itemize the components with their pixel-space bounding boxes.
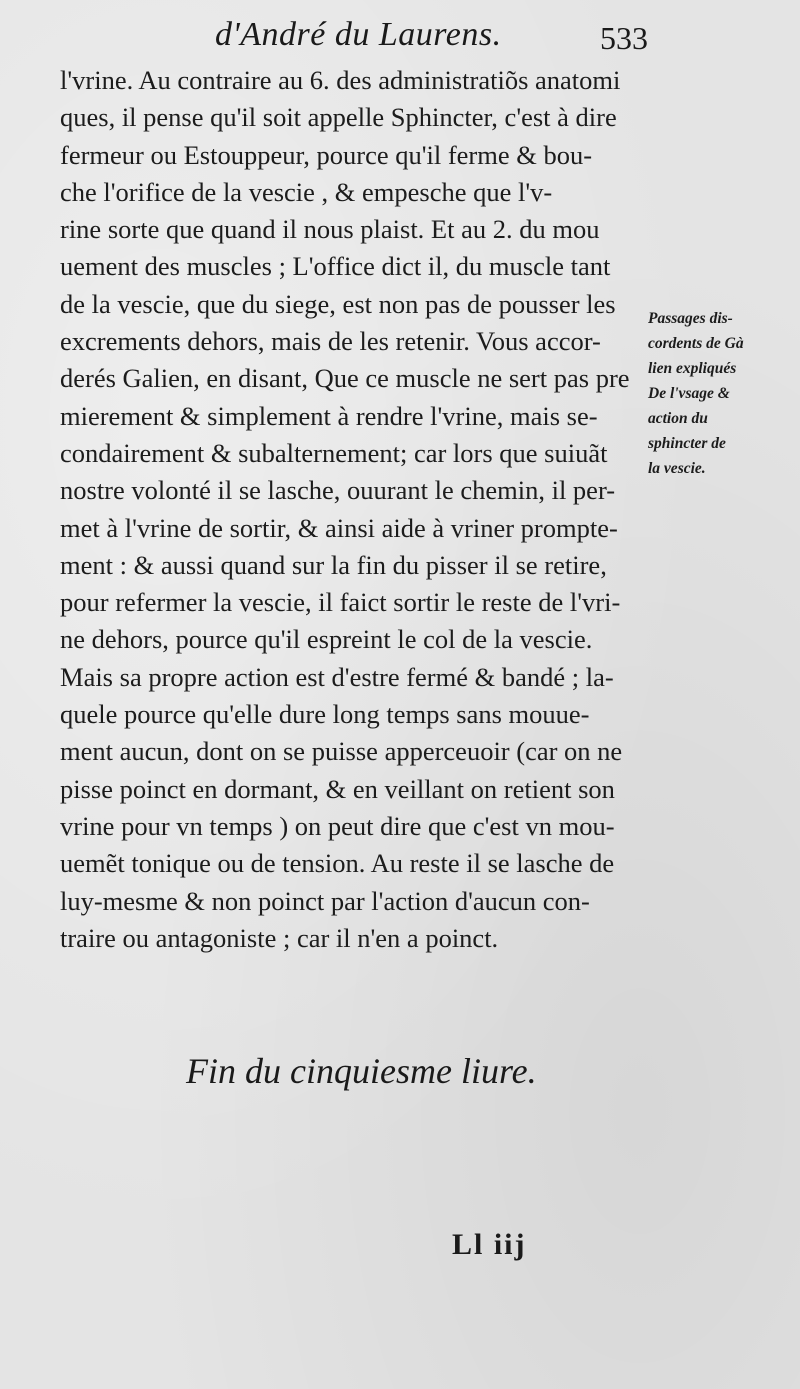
text-line: ne dehors, pource qu'il espreint le col de la vescie. bbox=[60, 624, 593, 655]
margin-note-line: cordents de Gà bbox=[648, 335, 744, 352]
page-number: 533 bbox=[600, 20, 648, 56]
signature-mark: Ll iij bbox=[452, 1228, 527, 1261]
text-line: ment : & aussi quand sur la fin du pisser il se retire, bbox=[60, 549, 607, 580]
text-line: vrine pour vn temps ) on peut dire que c'est vn mou- bbox=[60, 810, 615, 841]
margin-note-line: la vescie. bbox=[648, 460, 706, 477]
text-line: derés Galien, en disant, Que ce muscle ne sert pas pre bbox=[60, 363, 630, 394]
running-head: d'André du Laurens. bbox=[215, 16, 502, 53]
text-line: condairement & subalternement; car lors que suiuãt bbox=[60, 437, 608, 468]
margin-note-line: action du bbox=[648, 410, 708, 427]
text-line: luy-mesme & non poinct par l'action d'aucun con- bbox=[60, 885, 590, 916]
colophon: Fin du cinquiesme liure. bbox=[186, 1051, 537, 1091]
margin-note-line: sphincter de bbox=[648, 435, 726, 452]
margin-note bbox=[648, 306, 796, 481]
text-line: ment aucun, dont on se puisse apperceuoir (car on ne bbox=[60, 736, 623, 767]
text-line: met à l'vrine de sortir, & ainsi aide à vriner prompte- bbox=[60, 512, 618, 543]
text-line: Mais sa propre action est d'estre fermé & bandé ; la- bbox=[60, 661, 614, 692]
text-line: rine sorte que quand il nous plaist. Et au 2. du mou bbox=[60, 214, 600, 245]
text-line: pour refermer la vescie, il faict sortir le reste de l'vri- bbox=[60, 587, 621, 618]
margin-note-line: Passages dis- bbox=[648, 310, 733, 327]
text-line: de la vescie, que du siege, est non pas de pousser les bbox=[60, 288, 616, 319]
text-line: uement des muscles ; L'office dict il, du muscle tant bbox=[60, 251, 611, 282]
body-text bbox=[60, 62, 650, 957]
text-line: pisse poinct en dormant, & en veillant on retient son bbox=[60, 773, 615, 804]
text-line: ques, il pense qu'il soit appelle Sphincter, c'est à dire bbox=[60, 102, 617, 133]
text-line: l'vrine. Au contraire au 6. des administratiõs anatomi bbox=[60, 65, 621, 95]
text-line: excrements dehors, mais de les retenir. Vous accor- bbox=[60, 326, 601, 357]
text-line: mierement & simplement à rendre l'vrine, mais se- bbox=[60, 400, 598, 431]
margin-note-line: lien expliqués bbox=[648, 360, 737, 377]
text-line: quele pource qu'elle dure long temps sans mouue- bbox=[60, 699, 590, 730]
text-line: uemẽt tonique ou de tension. Au reste il se lasche de bbox=[60, 848, 615, 879]
margin-note-line: De l'vsage & bbox=[648, 385, 730, 402]
text-line: traire ou antagoniste ; car il n'en a poinct. bbox=[60, 922, 499, 953]
text-line: fermeur ou Estouppeur, pource qu'il ferme & bou- bbox=[60, 139, 593, 170]
text-line: nostre volonté il se lasche, ouurant le chemin, il per- bbox=[60, 475, 616, 506]
text-line: che l'orifice de la vescie , & empesche que l'v- bbox=[60, 176, 553, 207]
